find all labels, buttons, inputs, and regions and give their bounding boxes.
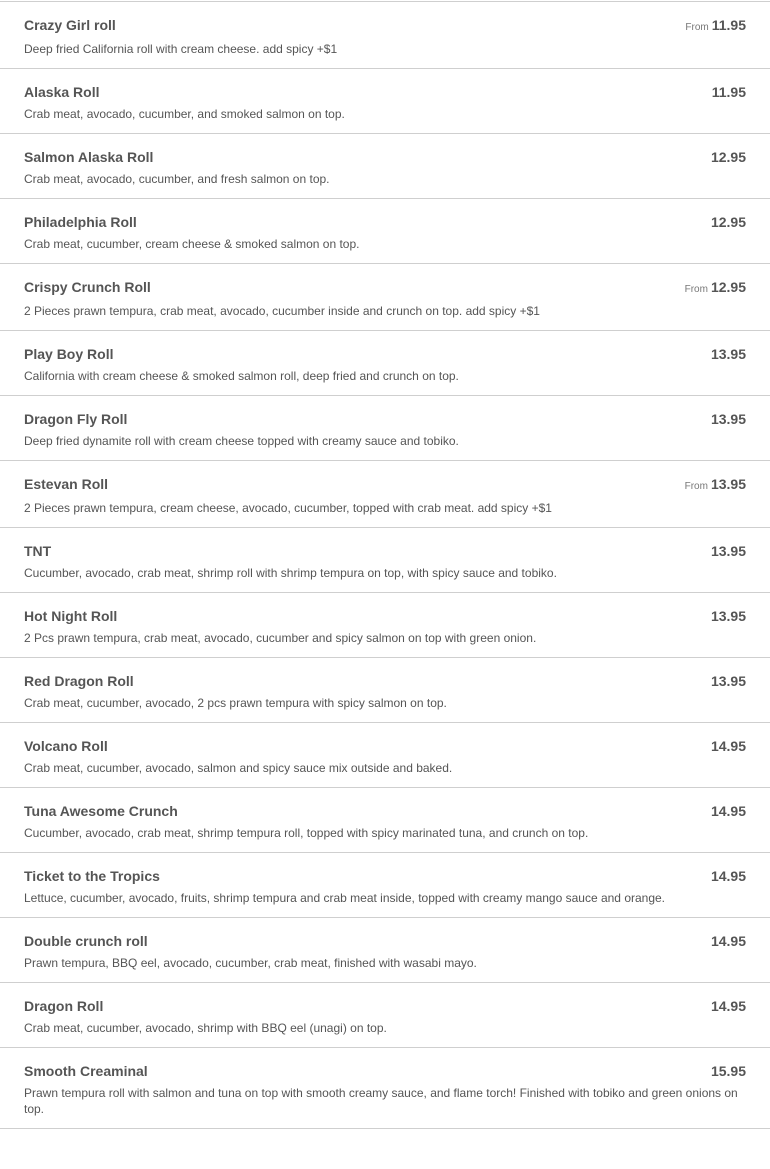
price-value: 14.95: [710, 803, 746, 819]
item-name: Crispy Crunch Roll: [24, 279, 151, 295]
item-price: [711, 737, 746, 756]
item-name: Philadelphia Roll: [24, 214, 137, 230]
menu-item[interactable]: [0, 528, 770, 593]
menu-item[interactable]: [0, 396, 770, 461]
price-value: 14.95: [710, 738, 746, 754]
price-value: 14.95: [710, 933, 746, 949]
menu-item[interactable]: [0, 593, 770, 658]
item-description: Lettuce, cucumber, avocado, fruits, shrimp tempura and crab meat inside, topped with creamy mango sauce and orange.: [24, 891, 666, 905]
price-from-label: From: [684, 284, 708, 295]
menu-item[interactable]: [0, 134, 770, 199]
price-value: 12.95: [710, 149, 746, 165]
item-description: Crab meat, avocado, cucumber, and fresh salmon on top.: [24, 172, 330, 186]
menu-item[interactable]: [0, 331, 770, 396]
item-price: [711, 607, 746, 626]
item-description: California with cream cheese & smoked salmon roll, deep fried and crunch on top.: [24, 369, 459, 383]
item-name: Salmon Alaska Roll: [24, 149, 154, 165]
price-from-label: From: [685, 22, 709, 33]
menu-item[interactable]: [0, 658, 770, 723]
item-name: Crazy Girl roll: [24, 17, 116, 33]
menu-item[interactable]: [0, 983, 770, 1048]
item-price: [711, 213, 746, 232]
menu-item-partial[interactable]: [0, 1129, 770, 1169]
item-name: Estevan Roll: [24, 476, 109, 492]
price-value: 14.95: [710, 868, 746, 884]
item-name: Volcano Roll: [24, 738, 108, 754]
menu-item[interactable]: [0, 264, 770, 331]
item-name: Smooth Creaminal: [24, 1063, 148, 1079]
item-name: Tuna Awesome Crunch: [24, 803, 178, 819]
item-name: Dragon Roll: [24, 998, 104, 1014]
item-name: Red Dragon Roll: [24, 673, 134, 689]
item-price: [712, 83, 746, 102]
item-description: Cucumber, avocado, crab meat, shrimp tempura roll, topped with spicy marinated tuna, and crunch on top.: [24, 826, 589, 840]
price-value: 13.95: [710, 476, 746, 492]
menu-item[interactable]: [0, 461, 770, 528]
item-name: Play Boy Roll: [24, 346, 114, 362]
item-price: [711, 345, 746, 364]
menu-list: [0, 1, 770, 1169]
item-description: 2 Pieces prawn tempura, crab meat, avocado, cucumber inside and crunch on top. add spicy +$1: [24, 304, 540, 318]
price-value: 12.95: [710, 279, 746, 295]
menu-item[interactable]: [0, 788, 770, 853]
item-description: Crab meat, cucumber, avocado, shrimp with BBQ eel (unagi) on top.: [24, 1021, 387, 1035]
menu-item[interactable]: [0, 2, 770, 69]
price-value: 13.95: [710, 411, 746, 427]
item-price: [685, 16, 746, 37]
item-name: Ticket to the Tropics: [24, 868, 160, 884]
menu-item[interactable]: [0, 918, 770, 983]
price-value: 14.95: [710, 998, 746, 1014]
item-price: [711, 997, 746, 1016]
item-description: Prawn tempura, BBQ eel, avocado, cucumber, crab meat, finished with wasabi mayo.: [24, 956, 477, 970]
price-value: 15.95: [710, 1063, 746, 1079]
item-description: Crab meat, cucumber, avocado, 2 pcs prawn tempura with spicy salmon on top.: [24, 696, 447, 710]
menu-item[interactable]: [0, 69, 770, 134]
menu-item[interactable]: [0, 723, 770, 788]
menu-item[interactable]: [0, 1048, 770, 1129]
item-name: Alaska Roll: [24, 84, 100, 100]
menu-item[interactable]: [0, 199, 770, 264]
item-name: Dragon Fly Roll: [24, 411, 128, 427]
item-description: Deep fried California roll with cream cheese. add spicy +$1: [24, 42, 338, 56]
item-price: [711, 932, 746, 951]
item-description: 2 Pcs prawn tempura, crab meat, avocado, cucumber and spicy salmon on top with green onion.: [24, 631, 537, 645]
item-price: [711, 148, 746, 167]
menu-item[interactable]: [0, 853, 770, 918]
item-description: Deep fried dynamite roll with cream cheese topped with creamy sauce and tobiko.: [24, 434, 459, 448]
price-value: 13.95: [710, 673, 746, 689]
item-price: [711, 1062, 746, 1081]
item-description: Cucumber, avocado, crab meat, shrimp roll with shrimp tempura on top, with spicy sauce and tobiko.: [24, 566, 557, 580]
item-price: [685, 475, 746, 496]
price-value: 13.95: [710, 543, 746, 559]
item-description: Crab meat, cucumber, cream cheese & smoked salmon on top.: [24, 237, 360, 251]
price-value: 13.95: [710, 608, 746, 624]
item-description: Crab meat, cucumber, avocado, salmon and spicy sauce mix outside and baked.: [24, 761, 453, 775]
item-price: [711, 802, 746, 821]
price-value: 12.95: [710, 214, 746, 230]
item-price: [711, 410, 746, 429]
item-name: TNT: [24, 543, 52, 559]
item-name: Hot Night Roll: [24, 608, 118, 624]
price-value: 11.95: [711, 17, 746, 33]
price-value: 13.95: [710, 346, 746, 362]
item-name: Double crunch roll: [24, 933, 148, 949]
item-price: [711, 542, 746, 561]
item-price: [685, 278, 746, 299]
item-description: Crab meat, avocado, cucumber, and smoked salmon on top.: [24, 107, 345, 121]
item-description: Prawn tempura roll with salmon and tuna on top with smooth creamy sauce, and flame torch! Finished with tobiko and green onions on top.: [24, 1086, 738, 1116]
price-value: 11.95: [711, 84, 746, 100]
item-price: [711, 672, 746, 691]
price-from-label: From: [684, 481, 708, 492]
item-price: [711, 867, 746, 886]
item-description: 2 Pieces prawn tempura, cream cheese, avocado, cucumber, topped with crab meat. add spicy +$1: [24, 501, 552, 515]
